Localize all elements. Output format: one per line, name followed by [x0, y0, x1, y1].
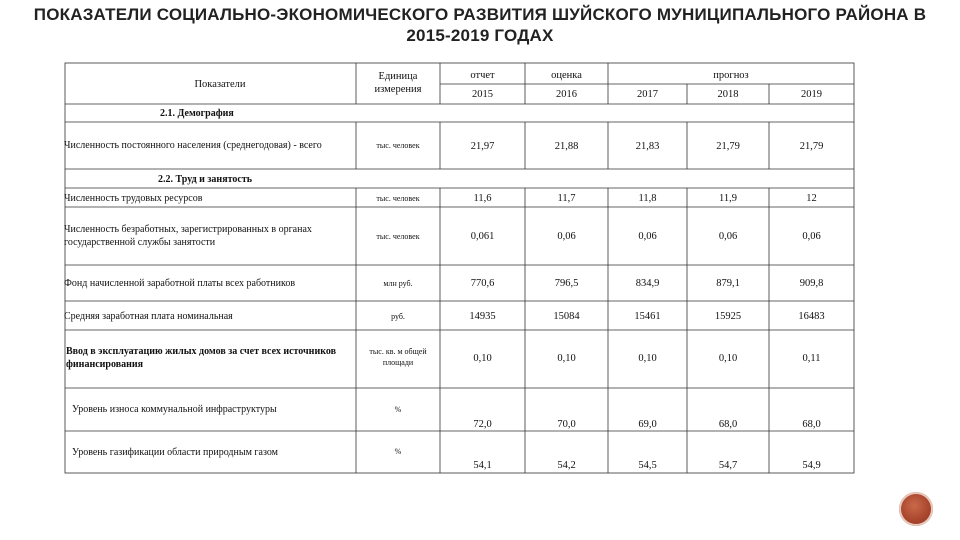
row-unit-housing: тыс. кв. м общей площади [369, 347, 427, 367]
value-2017: 69,0 [638, 419, 657, 430]
value-2019: 909,8 [799, 278, 824, 289]
section-labor: 2.2. Труд и занятость [158, 174, 253, 185]
value-2019: 16483 [798, 311, 825, 322]
value-2016: 21,88 [554, 141, 579, 152]
value-2015: 14935 [469, 311, 496, 322]
row-label-labor-resources: Численность трудовых ресурсов [64, 193, 203, 204]
value-2017: 834,9 [635, 278, 660, 289]
row-unit-utility-wear: % [394, 405, 402, 414]
page-title: ПОКАЗАТЕЛИ СОЦИАЛЬНО-ЭКОНОМИЧЕСКОГО РАЗВИТИЯ ШУЙСКОГО МУНИЦИПАЛЬНОГО РАЙОНА В 2015-2019 ГОДАХ [33, 5, 927, 45]
header-forecast: прогноз [713, 70, 749, 81]
header-year-2018: 2018 [717, 89, 739, 100]
row-label-wage-fund: Фонд начисленной заработной платы всех работников [64, 278, 296, 289]
value-2018: 15925 [714, 311, 742, 322]
value-2016: 11,7 [557, 193, 576, 204]
value-2016: 0,06 [557, 231, 576, 242]
value-2018: 21,79 [716, 141, 740, 152]
row-unit-population: тыс. человек [376, 141, 420, 150]
value-2015: 770,6 [470, 278, 495, 289]
header-year-2019: 2019 [801, 89, 822, 100]
value-2018: 879,1 [716, 278, 740, 289]
row-unit-avg-wage: руб. [391, 312, 405, 321]
row-label-housing: Ввод в эксплуатацию жилых домов за счет всех источников финансирования [66, 346, 336, 370]
value-2019: 21,79 [799, 141, 824, 152]
header-unit: Единица измерения [374, 71, 422, 95]
row-label-unemployed: Численность безработных, зарегистрированных в органах государственной службы занятости [64, 224, 312, 248]
value-2016: 15084 [553, 311, 580, 322]
header-year-2016: 2016 [556, 89, 577, 100]
value-2019: 54,9 [802, 460, 821, 471]
row-label-population: Численность постоянного населения (среднегодовая) - всего [64, 140, 322, 151]
header-year-2015: 2015 [472, 89, 493, 100]
value-2019: 0,11 [802, 353, 821, 364]
row-label-gasification: Уровень газификации области природным газом [72, 447, 278, 458]
value-2018: 0,06 [718, 231, 738, 242]
value-2018: 68,0 [718, 419, 738, 430]
value-2016: 0,10 [557, 353, 576, 364]
value-2018: 54,7 [718, 460, 738, 471]
value-2017: 0,06 [638, 231, 657, 242]
value-2015: 21,97 [470, 141, 495, 152]
row-unit-wage-fund: млн руб. [383, 279, 413, 288]
value-2017: 21,83 [635, 141, 660, 152]
value-2015: 11,6 [473, 193, 492, 204]
value-2015: 0,061 [470, 231, 495, 242]
value-2017: 54,5 [638, 460, 657, 471]
emblem-logo [899, 492, 933, 526]
value-2015: 72,0 [473, 419, 492, 430]
value-2019: 68,0 [802, 419, 821, 430]
header-indicator: Показатели [194, 79, 246, 90]
header-estimate: оценка [551, 70, 582, 81]
value-2018: 0,10 [718, 353, 738, 364]
row-unit-unemployed: тыс. человек [376, 232, 420, 241]
row-label-utility-wear: Уровень износа коммунальной инфраструктуры [72, 404, 277, 415]
header-year-2017: 2017 [637, 89, 658, 100]
value-2015: 0,10 [473, 353, 492, 364]
section-demography: 2.1. Демография [160, 108, 234, 119]
value-2016: 70,0 [557, 419, 576, 430]
row-unit-labor-resources: тыс. человек [376, 194, 420, 203]
value-2016: 796,5 [554, 278, 579, 289]
value-2017: 15461 [634, 311, 661, 322]
value-2017: 11,8 [638, 193, 657, 204]
value-2018: 11,9 [719, 193, 737, 204]
value-2017: 0,10 [638, 353, 657, 364]
value-2015: 54,1 [473, 460, 492, 471]
value-2016: 54,2 [557, 460, 576, 471]
value-2019: 0,06 [802, 231, 821, 242]
header-report: отчет [470, 70, 495, 81]
row-unit-gasification: % [394, 447, 402, 456]
row-label-avg-wage: Средняя заработная плата номинальная [64, 311, 233, 322]
value-2019: 12 [806, 193, 817, 204]
